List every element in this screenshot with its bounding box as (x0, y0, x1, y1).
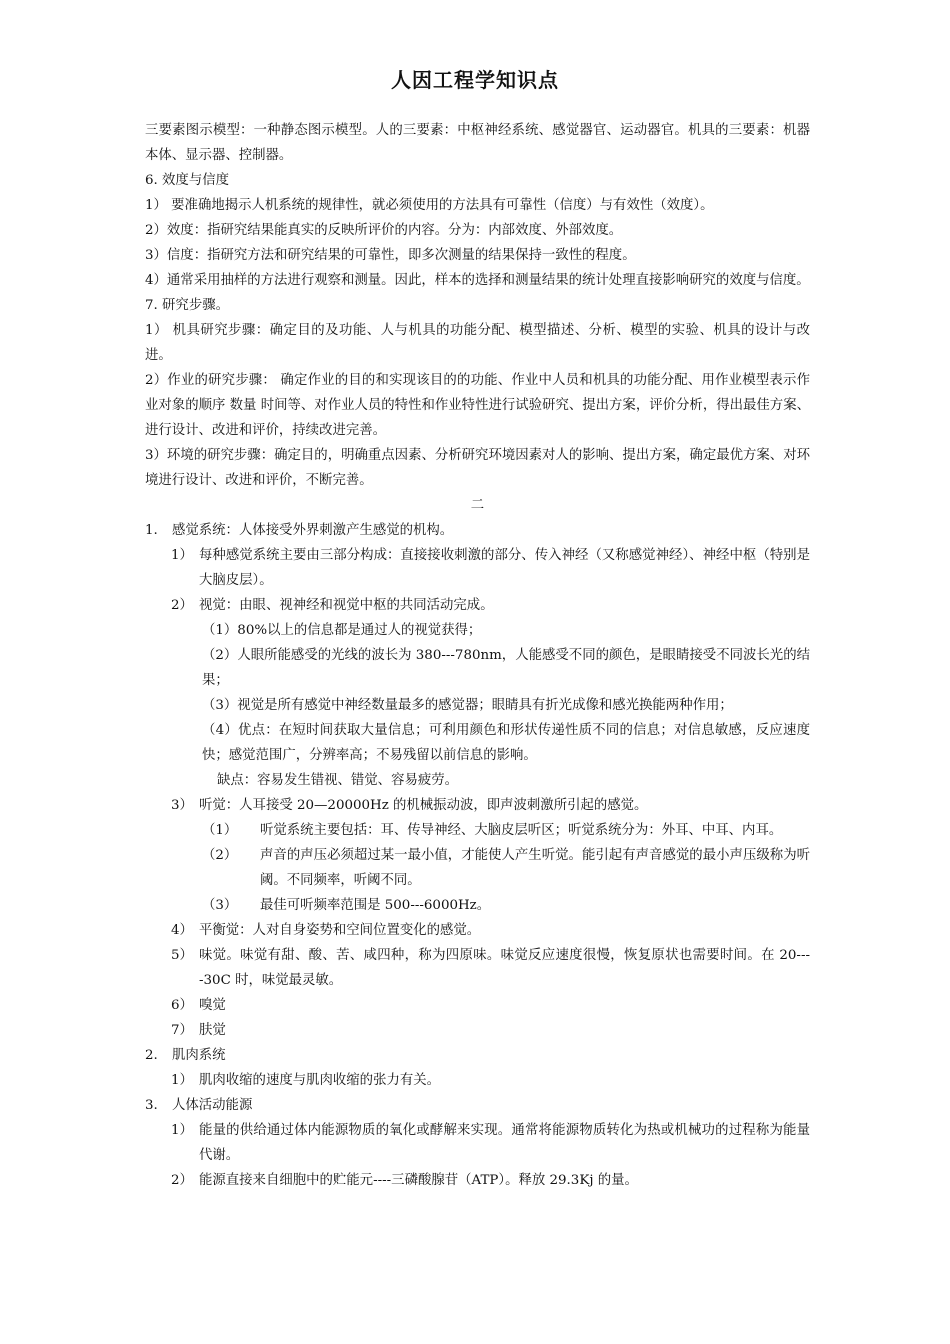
list-text: 平衡觉：人对自身姿势和空间位置变化的感觉。 (199, 923, 481, 938)
sub-item (202, 818, 810, 843)
list-number: 5） (171, 948, 193, 963)
list-text: 听觉：人耳接受 20—20000Hz 的机械振动波，即声波刺激所引起的感觉。 (199, 798, 648, 813)
paragraph: 3）环境的研究步骤：确定目的，明确重点因素、分析研究环境因素对人的影响、提出方案，确定最优方案、对环境进行设计、改进和评价，不断完善。 (145, 448, 810, 488)
sub-item: （3）视觉是所有感觉中神经数量最多的感觉器；眼睛具有折光成像和感光换能两种作用； (202, 698, 733, 713)
list-text: 肤觉 (199, 1023, 226, 1038)
heading-7: 7. 研究步骤。 (145, 298, 229, 313)
list-number: （1） (202, 823, 238, 838)
list-number: （3） (202, 898, 238, 913)
list-item (171, 1168, 810, 1193)
list-number: 1） (171, 1073, 193, 1088)
list-item (145, 1043, 810, 1068)
list-item (145, 518, 810, 543)
list-number: 2） (171, 1173, 193, 1188)
list-text: 感觉系统：人体接受外界刺激产生感觉的机构。 (172, 523, 454, 538)
list-number: 6） (171, 998, 193, 1013)
sub-item (202, 843, 810, 893)
list-number: 3） (171, 798, 193, 813)
paragraph: 3）信度：指研究方法和研究结果的可靠性，即多次测量的结果保持一致性的程度。 (145, 248, 636, 263)
list-text: 味觉。味觉有甜、酸、苦、咸四种，称为四原味。味觉反应速度很慢，恢复原状也需要时间。在 20----30C 时，味觉最灵敏。 (199, 948, 810, 988)
list-number: 1） (171, 548, 193, 563)
paragraph: 三要素图示模型：一种静态图示模型。人的三要素：中枢神经系统、感觉器官、运动器官。机具的三要素：机器本体、显示器、控制器。 (145, 123, 810, 163)
list-item (171, 793, 810, 818)
sub-item: （1）80%以上的信息都是通过人的视觉获得； (202, 623, 482, 638)
list-item (145, 1093, 810, 1118)
list-text: 肌肉收缩的速度与肌肉收缩的张力有关。 (199, 1073, 441, 1088)
paragraph: 1） 要准确地揭示人机系统的规律性，就必须使用的方法具有可靠性（信度）与有效性（效度）。 (145, 198, 714, 213)
page-title: 人因工程学知识点 (391, 68, 559, 92)
list-item (171, 943, 810, 993)
document-body (145, 118, 810, 1193)
list-text: 听觉系统主要包括：耳、传导神经、大脑皮层听区；听觉系统分为：外耳、中耳、内耳。 (260, 823, 783, 838)
list-text: 肌肉系统 (172, 1048, 226, 1063)
list-number: 3. (145, 1098, 158, 1113)
list-item (171, 918, 810, 943)
list-text: 视觉：由眼、视神经和视觉中枢的共同活动完成。 (199, 598, 494, 613)
paragraph: 4）通常采用抽样的方法进行观察和测量。因此，样本的选择和测量结果的统计处理直接影响研究的效度与信度。 (145, 273, 810, 288)
list-item (171, 543, 810, 593)
list-text: 能量的供给通过体内能源物质的氧化或酵解来实现。通常将能源物质转化为热或机械功的过程称为能量代谢。 (199, 1123, 810, 1163)
paragraph: 2）作业的研究步骤： 确定作业的目的和实现该目的的功能、作业中人员和机具的功能分配、用作业模型表示作业对象的顺序 数量 时间等、对作业人员的特性和作业特性进行试验研究、提出方案，评价分析，得出最佳方案、进行设计、改进和评价，持续改进完善。 (145, 373, 810, 438)
list-number: （2） (202, 848, 238, 863)
list-text: 最佳可听频率范围是 500---6000Hz。 (260, 898, 491, 913)
list-number: 2） (171, 598, 193, 613)
list-number: 1. (145, 523, 158, 538)
paragraph: 2）效度：指研究结果能真实的反映所评价的内容。分为：内部效度、外部效度。 (145, 223, 623, 238)
sub-item: 缺点：容易发生错视、错觉、容易疲劳。 (217, 773, 459, 788)
sub-item (202, 893, 810, 918)
list-item (171, 1118, 810, 1168)
list-text: 人体活动能源 (172, 1098, 253, 1113)
list-number: 7） (171, 1023, 193, 1038)
list-item (171, 593, 810, 618)
list-number: 2. (145, 1048, 158, 1063)
list-text: 嗅觉 (199, 998, 226, 1013)
list-item (171, 1018, 810, 1043)
list-text: 能源直接来自细胞中的贮能元----三磷酸腺苷（ATP）。释放 29.3Kj 的量。 (199, 1173, 638, 1188)
heading-6: 6. 效度与信度 (145, 173, 229, 188)
list-item (171, 1068, 810, 1093)
list-item (171, 993, 810, 1018)
sub-item: （2）人眼所能感受的光线的波长为 380---780nm，人能感受不同的颜色，是眼睛接受不同波长光的结果； (202, 648, 810, 688)
list-number: 1） (171, 1123, 193, 1138)
list-text: 声音的声压必须超过某一最小值，才能使人产生听觉。能引起有声音感觉的最小声压级称为听阈。不同频率，听阈不同。 (260, 848, 810, 888)
section-heading: 二 (470, 498, 485, 513)
list-number: 4） (171, 923, 193, 938)
paragraph: 1） 机具研究步骤：确定目的及功能、人与机具的功能分配、模型描述、分析、模型的实验、机具的设计与改进。 (145, 323, 810, 363)
sub-item: （4）优点：在短时间获取大量信息；可利用颜色和形状传递性质不同的信息；对信息敏感，反应速度快；感觉范围广，分辨率高；不易残留以前信息的影响。 (202, 723, 810, 763)
list-text: 每种感觉系统主要由三部分构成：直接接收刺激的部分、传入神经（又称感觉神经）、神经中枢（特别是大脑皮层）。 (199, 548, 810, 588)
